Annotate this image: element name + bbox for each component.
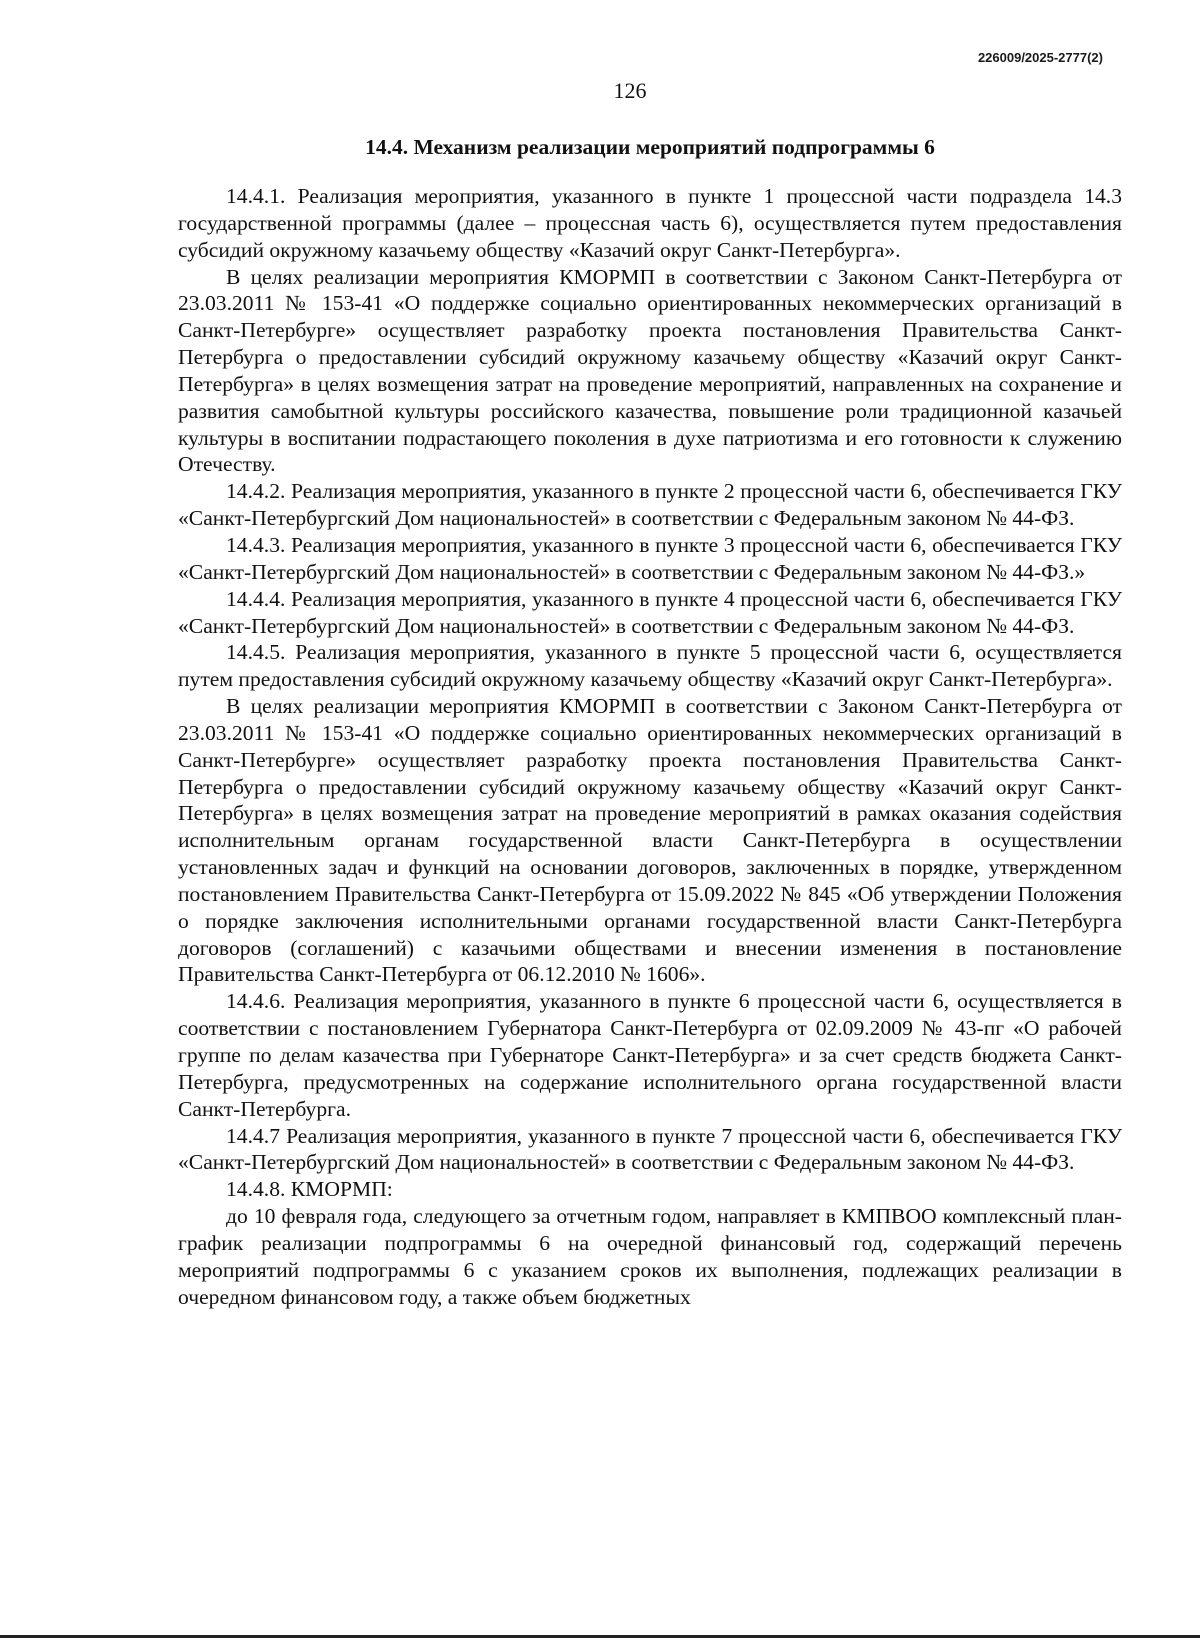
paragraph-14-4-8-item: до 10 февраля года, следующего за отчетным годом, направляет в КМПВОО комплексный план-график реализации подпрограммы 6 на очередной финансовый год, содержащий перечень мероприятий подпрограммы 6 с указанием сроков их выполнения, подлежащих реализации в очередном финансовом году, а также объем бюджетных — [178, 1204, 1122, 1309]
paragraph-14-4-7: 14.4.7 Реализация мероприятия, указанного в пункте 7 процессной части 6, обеспечивается ГКУ «Санкт-Петербургский Дом национальностей» в соответствии с Федеральным законом № 44-ФЗ. — [178, 1123, 1122, 1175]
paragraph-14-4-5-details: В целях реализации мероприятия КМОРМП в соответствии с Законом Санкт-Петербурга от 23.03.2011 № 153-41 «О поддержке социально ориентированных некоммерческих организаций в Санкт-Петербурге» осуществляет разработку проекта постановления Правительства Санкт-Петербурга о предоставлении субсидий окружному казачьему обществу «Казачий округ Санкт-Петербурга» в целях возмещения затрат на проведение мероприятий в рамках оказания содействия исполнительным органам государственной власти Санкт-Петербурга в осуществлении установленных задач и функций на основании договоров, заключенных в порядке, утвержденном постановлением Правительства Санкт-Петербурга от 15.09.2022 № 845 «Об утверждении Положения о порядке заключения исполнительными органами государственной власти Санкт-Петербурга договоров (соглашений) с казачьими обществами и внесении изменения в постановление Правительства Санкт-Петербурга от 06.12.2010 № 1606». — [178, 694, 1122, 987]
paragraph-14-4-6: 14.4.6. Реализация мероприятия, указанного в пункте 6 процессной части 6, осуществляется в соответствии с постановлением Губернатора Санкт-Петербурга от 02.09.2009 № 43-пг «О рабочей группе по делам казачества при Губернаторе Санкт-Петербурга» и за счет средств бюджета Санкт-Петербурга, предусмотренных на содержание исполнительного органа государственной власти Санкт-Петербурга. — [178, 989, 1122, 1121]
paragraph-14-4-5: 14.4.5. Реализация мероприятия, указанного в пункте 5 процессной части 6, осуществляется путем предоставления субсидий окружному казачьему обществу «Казачий округ Санкт-Петербурга». — [178, 640, 1122, 692]
paragraph-14-4-2: 14.4.2. Реализация мероприятия, указанного в пункте 2 процессной части 6, обеспечивается ГКУ «Санкт-Петербургский Дом национальностей» в соответствии с Федеральным законом № 44-ФЗ. — [178, 479, 1122, 531]
paragraph-14-4-1: 14.4.1. Реализация мероприятия, указанного в пункте 1 процессной части подраздела 14.3 государственной программы (далее – процессная часть 6), осуществляется путем предоставления субсидий окружному казачьему обществу «Казачий округ Санкт-Петербурга». — [178, 184, 1122, 262]
document-registration-number: 226009/2025-2777(2) — [977, 50, 1103, 65]
paragraph-14-4-8: 14.4.8. КМОРМП: — [226, 1177, 393, 1202]
page-number: 126 — [613, 78, 647, 103]
paragraph-14-4-1-details: В целях реализации мероприятия КМОРМП в соответствии с Законом Санкт-Петербурга от 23.03.2011 № 153-41 «О поддержке социально ориентированных некоммерческих организаций в Санкт-Петербурге» осуществляет разработку проекта постановления Правительства Санкт-Петербурга о предоставлении субсидий окружному казачьему обществу «Казачий округ Санкт-Петербурга» в целях возмещения затрат на проведение мероприятий, направленных на сохранение и развития самобытной культуры российского казачества, повышение роли традиционной казачьей культуры в воспитании подрастающего поколения в духе патриотизма и его готовности к служению Отечеству. — [178, 264, 1122, 477]
section-title: 14.4. Механизм реализации мероприятий подпрограммы 6 — [365, 135, 935, 159]
paragraph-14-4-4: 14.4.4. Реализация мероприятия, указанного в пункте 4 процессной части 6, обеспечивается ГКУ «Санкт-Петербургский Дом национальностей» в соответствии с Федеральным законом № 44-ФЗ. — [178, 586, 1122, 638]
document-body — [178, 183, 1122, 1310]
paragraph-14-4-3: 14.4.3. Реализация мероприятия, указанного в пункте 3 процессной части 6, обеспечивается ГКУ «Санкт-Петербургский Дом национальностей» в соответствии с Федеральным законом № 44-ФЗ.» — [178, 532, 1122, 584]
